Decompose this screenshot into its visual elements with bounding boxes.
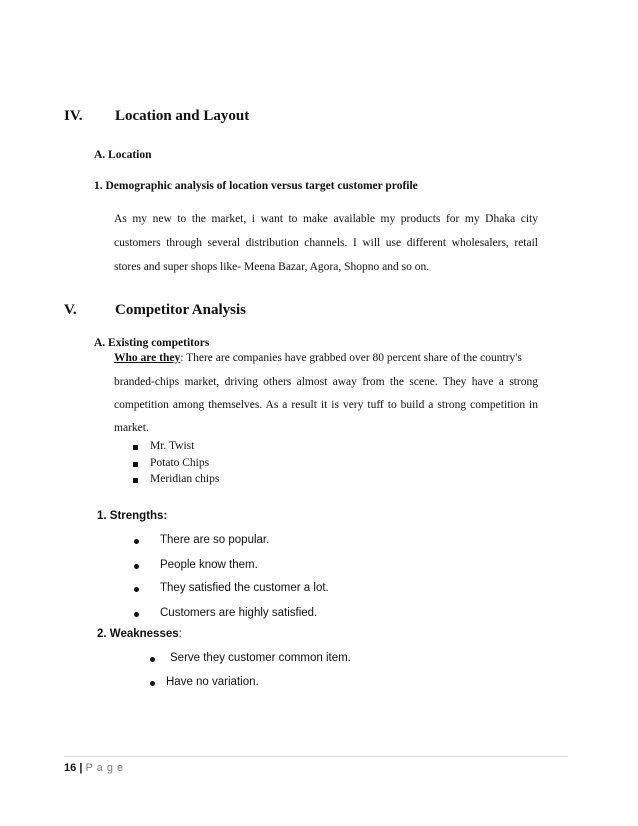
section-title-competitor-analysis: Competitor Analysis	[115, 302, 246, 318]
strengths-heading: 1. Strengths:	[97, 510, 168, 522]
weaknesses-heading	[97, 628, 182, 640]
who-are-they-text: : There are companies have grabbed over 80 percent share of the country's	[180, 352, 522, 364]
paragraph-line: As my new to the market, i want to make available my products for my Dhaka city	[114, 213, 538, 225]
square-bullet-icon	[133, 478, 138, 483]
square-bullet-icon	[133, 445, 138, 450]
list-item: Have no variation.	[166, 676, 259, 688]
page-footer-separator: |	[79, 762, 83, 774]
list-item: Meridian chips	[150, 473, 220, 485]
who-are-they-label: Who are they	[114, 352, 181, 364]
page-number: 16	[64, 762, 77, 774]
paragraph-line: market.	[114, 422, 149, 434]
round-bullet-icon	[134, 564, 139, 569]
subheading-existing-competitors: A. Existing competitors	[94, 337, 210, 349]
round-bullet-icon	[134, 587, 139, 592]
paragraph-line: stores and super shops like- Meena Bazar, Agora, Shopno and so on.	[114, 261, 430, 273]
round-bullet-icon	[134, 539, 139, 544]
round-bullet-icon	[150, 657, 155, 662]
list-item: Serve they customer common item.	[170, 652, 351, 664]
paragraph-line: competition among themselves. As a result it is very tuff to build a strong competition in	[114, 399, 538, 411]
square-bullet-icon	[133, 462, 138, 467]
weaknesses-number: 2.	[97, 628, 110, 640]
subheading-location: A. Location	[94, 149, 152, 161]
paragraph-line: branded-chips market, driving others almost away from the scene. They have a strong	[114, 376, 538, 388]
round-bullet-icon	[150, 681, 155, 686]
weaknesses-colon: :	[178, 628, 182, 640]
weaknesses-title: Weaknesses	[109, 628, 179, 640]
page-footer	[64, 762, 124, 774]
list-item: People know them.	[160, 559, 258, 571]
round-bullet-icon	[134, 612, 139, 617]
page-label: P a g e	[85, 762, 124, 774]
subheading-demographic-analysis: 1. Demographic analysis of location versus target customer profile	[94, 180, 418, 192]
list-item: Mr. Twist	[150, 440, 195, 452]
list-item: There are so popular.	[160, 534, 270, 546]
list-item: Potato Chips	[150, 457, 210, 469]
list-item: They satisfied the customer a lot.	[160, 582, 329, 594]
section-title-location-layout: Location and Layout	[115, 108, 250, 124]
section-number-v: V.	[64, 302, 77, 318]
section-number-iv: IV.	[64, 108, 83, 124]
who-are-they-line	[114, 352, 522, 364]
footer-divider	[64, 756, 568, 757]
list-item: Customers are highly satisfied.	[160, 607, 318, 619]
paragraph-line: customers through several distribution channels. I will use different wholesalers, retail	[114, 237, 538, 249]
